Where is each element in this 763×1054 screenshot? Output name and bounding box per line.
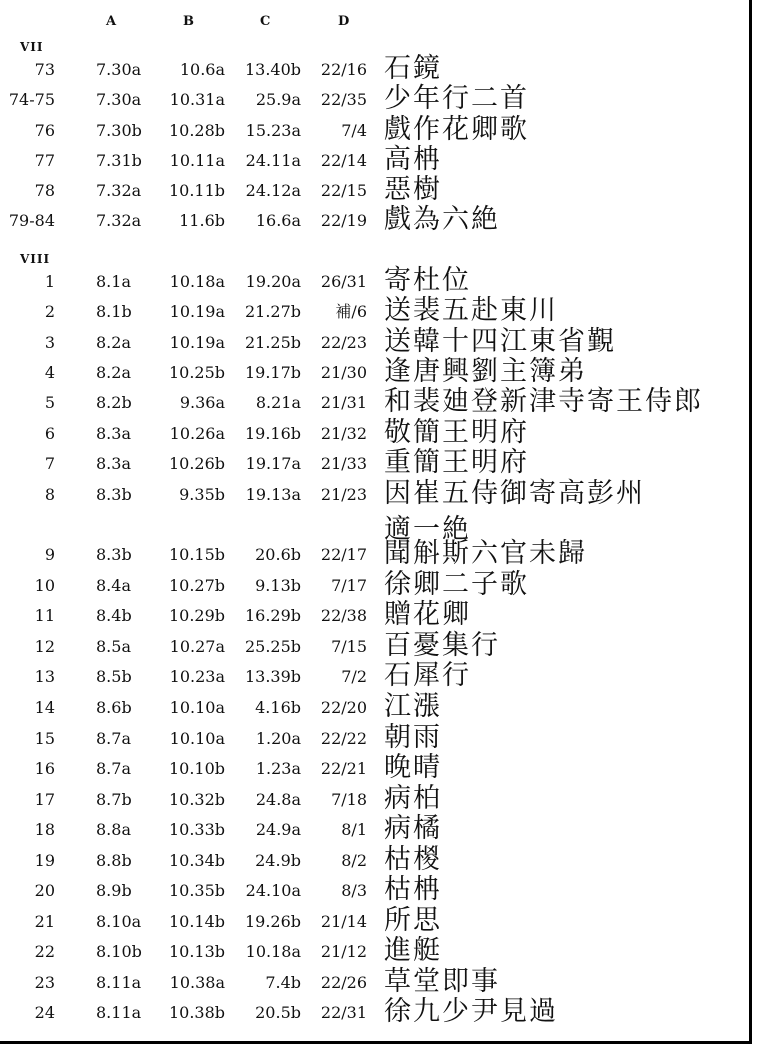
column-c-value: 15.23a <box>245 121 301 140</box>
poem-title: 少年行二首 <box>384 83 529 114</box>
column-d-value: 22/20 <box>320 698 367 717</box>
right-border-rule <box>749 0 752 1042</box>
row-number: 23 <box>34 973 55 992</box>
row-number: 17 <box>34 790 55 809</box>
column-b-value: 10.15b <box>168 545 225 564</box>
poem-title-continuation: 適一絶 <box>384 514 471 545</box>
row-number: 24 <box>34 1003 55 1022</box>
row-number: 18 <box>34 820 55 839</box>
column-b-value: 10.11a <box>169 151 225 170</box>
column-a-value: 8.8a <box>96 820 131 839</box>
column-a-value: 8.8b <box>96 851 132 870</box>
row-number: 1 <box>44 272 55 291</box>
poem-title: 石鏡 <box>384 53 442 84</box>
table-row <box>0 326 749 357</box>
column-a-value: 8.2a <box>96 363 131 382</box>
column-c-value: 1.20a <box>255 729 301 748</box>
table-row <box>0 630 749 661</box>
column-a-value: 8.4a <box>96 576 131 595</box>
column-c-value: 16.6a <box>255 211 301 230</box>
column-d-value: 21/30 <box>320 363 367 382</box>
poem-title: 徐九少尹見過 <box>384 996 558 1027</box>
column-d-value: 8/1 <box>341 820 367 839</box>
column-d-value: 22/17 <box>320 545 367 564</box>
column-c-value: 21.25b <box>244 333 301 352</box>
column-a-value: 8.5b <box>96 667 132 686</box>
table-row <box>0 356 749 387</box>
column-a-value: 8.9b <box>96 881 132 900</box>
table-row <box>0 905 749 936</box>
column-d-value: 22/15 <box>320 181 367 200</box>
row-number: 13 <box>34 667 55 686</box>
row-number: 16 <box>34 759 55 778</box>
row-number: 7 <box>44 454 55 473</box>
poem-title: 聞斛斯六官未歸 <box>384 538 587 569</box>
column-d-value: 8/2 <box>341 851 367 870</box>
column-b-value: 10.10a <box>169 698 225 717</box>
column-a-value: 8.3b <box>96 485 132 504</box>
column-c-value: 19.17a <box>245 454 301 473</box>
row-number: 20 <box>34 881 55 900</box>
column-d-value: 26/31 <box>320 272 367 291</box>
poem-title: 晚晴 <box>384 752 442 783</box>
column-a-value: 8.6b <box>96 698 132 717</box>
poem-title: 逢唐興劉主簿弟 <box>384 356 587 387</box>
row-number: 6 <box>44 424 55 443</box>
column-b-value: 10.6a <box>179 60 225 79</box>
poem-title: 戲作花卿歌 <box>384 114 529 145</box>
poem-title: 送裴五赴東川 <box>384 295 558 326</box>
table-row <box>0 204 749 235</box>
table-row <box>0 295 749 326</box>
row-number: 14 <box>34 698 55 717</box>
column-b-value: 10.26b <box>168 454 225 473</box>
column-c-value: 24.9b <box>255 851 301 870</box>
table-row <box>0 813 749 844</box>
table-row <box>0 996 749 1027</box>
column-d-value: 7/18 <box>331 790 367 809</box>
column-a-value: 8.4b <box>96 606 132 625</box>
table-row <box>0 417 749 448</box>
poem-title: 江漲 <box>384 691 442 722</box>
column-d-value: 21/12 <box>320 942 367 961</box>
row-number: 77 <box>34 151 55 170</box>
column-d-value: 22/35 <box>320 90 367 109</box>
column-c-value: 24.10a <box>245 881 301 900</box>
column-c-value: 1.23a <box>255 759 301 778</box>
column-b-value: 10.19a <box>169 333 225 352</box>
bottom-border-rule <box>0 1041 752 1044</box>
column-a-value: 8.7a <box>96 759 131 778</box>
row-number: 76 <box>34 121 55 140</box>
table-row <box>0 386 749 417</box>
column-b-value: 11.6b <box>179 211 225 230</box>
column-b-value: 10.38b <box>168 1003 225 1022</box>
column-d-value: 7/2 <box>341 667 367 686</box>
column-b-value: 10.33b <box>168 820 225 839</box>
column-a-value: 8.1a <box>96 272 131 291</box>
column-c-value: 9.13b <box>255 576 301 595</box>
column-b-value: 10.13b <box>168 942 225 961</box>
column-b-value: 10.11b <box>168 181 225 200</box>
row-number: 10 <box>34 576 55 595</box>
column-a-value: 8.11a <box>96 973 142 992</box>
column-b-value: 9.36a <box>179 393 225 412</box>
poem-title: 所思 <box>384 905 442 936</box>
column-c-value: 21.27b <box>244 302 301 321</box>
table-row <box>0 966 749 997</box>
table-row <box>0 538 749 569</box>
row-number: 2 <box>44 302 55 321</box>
column-c-value: 25.25b <box>244 637 301 656</box>
poem-title: 枯柟 <box>384 874 442 905</box>
column-b-value: 10.32b <box>168 790 225 809</box>
column-d-value: 21/33 <box>320 454 367 473</box>
column-d-value: 22/23 <box>320 333 367 352</box>
column-c-value: 20.6b <box>255 545 301 564</box>
row-number: 15 <box>34 729 55 748</box>
table-row <box>0 722 749 753</box>
column-c-value: 24.12a <box>245 181 301 200</box>
section-label: VIII <box>20 252 51 266</box>
table-row <box>0 265 749 296</box>
column-c-value: 4.16b <box>255 698 301 717</box>
poem-title: 草堂即事 <box>384 966 500 997</box>
column-c-value: 19.13a <box>245 485 301 504</box>
table-row <box>0 144 749 175</box>
column-b-value: 10.26a <box>169 424 225 443</box>
column-a-value: 8.1b <box>96 302 132 321</box>
column-b-value: 10.19a <box>169 302 225 321</box>
column-c-value: 13.40b <box>244 60 301 79</box>
poem-title: 徐卿二子歌 <box>384 569 529 600</box>
column-d-value: 22/31 <box>320 1003 367 1022</box>
column-header-c: C <box>260 14 271 29</box>
column-b-value: 10.18a <box>169 272 225 291</box>
row-number: 3 <box>44 333 55 352</box>
row-number: 21 <box>34 912 55 931</box>
column-a-value: 8.3a <box>96 424 131 443</box>
poem-title: 枯椶 <box>384 844 442 875</box>
poem-title: 寄杜位 <box>384 265 471 296</box>
column-b-value: 10.10b <box>168 759 225 778</box>
row-number: 9 <box>44 545 55 564</box>
column-c-value: 19.17b <box>244 363 301 382</box>
poem-title: 送韓十四江東省覲 <box>384 326 616 357</box>
row-number: 8 <box>44 485 55 504</box>
column-b-value: 10.29b <box>168 606 225 625</box>
column-d-value: 21/32 <box>320 424 367 443</box>
column-a-value: 8.10b <box>96 942 142 961</box>
column-a-value: 8.3a <box>96 454 131 473</box>
column-b-value: 10.10a <box>169 729 225 748</box>
column-c-value: 19.26b <box>244 912 301 931</box>
poem-title: 戲為六絶 <box>384 204 500 235</box>
column-b-value: 10.34b <box>168 851 225 870</box>
table-row <box>0 660 749 691</box>
row-number: 79-84 <box>8 211 55 230</box>
column-c-value: 13.39b <box>244 667 301 686</box>
column-header-d: D <box>338 14 350 29</box>
column-b-value: 10.14b <box>168 912 225 931</box>
column-b-value: 10.25b <box>168 363 225 382</box>
poem-title: 高柟 <box>384 144 442 175</box>
column-c-value: 19.16b <box>244 424 301 443</box>
column-d-value: 22/16 <box>320 60 367 79</box>
column-a-value: 7.32a <box>96 211 142 230</box>
poem-title: 贈花卿 <box>384 599 471 630</box>
column-c-value: 19.20a <box>245 272 301 291</box>
poem-title: 病柏 <box>384 783 442 814</box>
poem-title: 進艇 <box>384 935 442 966</box>
column-d-value: 21/23 <box>320 485 367 504</box>
table-row <box>0 569 749 600</box>
row-number: 74-75 <box>8 90 55 109</box>
column-b-value: 10.28b <box>168 121 225 140</box>
column-c-value: 20.5b <box>255 1003 301 1022</box>
table-row <box>0 174 749 205</box>
table-row <box>0 783 749 814</box>
column-a-value: 8.2b <box>96 393 132 412</box>
column-a-value: 8.2a <box>96 333 131 352</box>
column-b-value: 10.35b <box>168 881 225 900</box>
poem-title: 和裴廸登新津寺寄王侍郎 <box>384 386 703 417</box>
column-c-value: 16.29b <box>244 606 301 625</box>
column-c-value: 24.9a <box>255 820 301 839</box>
table-row <box>0 935 749 966</box>
column-d-value: 7/17 <box>331 576 367 595</box>
row-number: 73 <box>34 60 55 79</box>
column-header-a: A <box>106 14 117 29</box>
row-number: 11 <box>34 606 55 625</box>
row-number: 22 <box>34 942 55 961</box>
column-a-value: 8.7a <box>96 729 131 748</box>
column-b-value: 10.27a <box>169 637 225 656</box>
column-c-value: 7.4b <box>265 973 301 992</box>
table-row <box>0 599 749 630</box>
table-row <box>0 752 749 783</box>
column-d-value: 22/14 <box>320 151 367 170</box>
column-a-value: 8.11a <box>96 1003 142 1022</box>
column-a-value: 8.7b <box>96 790 132 809</box>
row-number: 19 <box>34 851 55 870</box>
column-c-value: 24.11a <box>245 151 301 170</box>
column-d-value: 22/19 <box>320 211 367 230</box>
poem-title: 百憂集行 <box>384 630 500 661</box>
column-a-value: 8.5a <box>96 637 131 656</box>
column-b-value: 10.27b <box>168 576 225 595</box>
column-header-b: B <box>183 14 194 29</box>
poem-title: 惡樹 <box>384 174 442 205</box>
column-d-value: 7/4 <box>341 121 367 140</box>
table-row <box>0 874 749 905</box>
column-a-value: 7.31b <box>96 151 142 170</box>
column-d-value: 7/15 <box>331 637 367 656</box>
column-d-value: 21/31 <box>320 393 367 412</box>
table-row <box>0 114 749 145</box>
column-c-value: 24.8a <box>255 790 301 809</box>
table-row <box>0 83 749 114</box>
table-row <box>0 844 749 875</box>
section-label: VII <box>20 40 44 54</box>
column-d-value: 22/22 <box>320 729 367 748</box>
poem-title: 敬簡王明府 <box>384 417 529 448</box>
poem-title: 病橘 <box>384 813 442 844</box>
row-number: 78 <box>34 181 55 200</box>
column-b-value: 10.23a <box>169 667 225 686</box>
table-row <box>0 447 749 478</box>
row-number: 12 <box>34 637 55 656</box>
column-a-value: 8.3b <box>96 545 132 564</box>
column-d-value: 21/14 <box>320 912 367 931</box>
column-a-value: 7.30b <box>96 121 142 140</box>
row-number: 4 <box>44 363 55 382</box>
poem-title: 石犀行 <box>384 660 471 691</box>
column-b-value: 10.38a <box>169 973 225 992</box>
row-number: 5 <box>44 393 55 412</box>
column-d-value: 22/38 <box>320 606 367 625</box>
poem-title: 重簡王明府 <box>384 447 529 478</box>
column-b-value: 9.35b <box>179 485 225 504</box>
table-row <box>0 53 749 84</box>
column-d-value: 22/21 <box>320 759 367 778</box>
table-row <box>0 478 749 509</box>
poem-title: 因崔五侍御寄高彭州 <box>384 478 645 509</box>
column-a-value: 7.30a <box>96 60 142 79</box>
column-b-value: 10.31a <box>169 90 225 109</box>
column-d-value: 8/3 <box>341 881 367 900</box>
poem-title: 朝雨 <box>384 722 442 753</box>
column-c-value: 25.9a <box>255 90 301 109</box>
column-c-value: 8.21a <box>255 393 301 412</box>
column-a-value: 7.30a <box>96 90 142 109</box>
column-a-value: 8.10a <box>96 912 142 931</box>
column-c-value: 10.18a <box>245 942 301 961</box>
column-d-value: 補/6 <box>335 302 367 321</box>
table-row <box>0 691 749 722</box>
column-a-value: 7.32a <box>96 181 142 200</box>
column-d-value: 22/26 <box>320 973 367 992</box>
